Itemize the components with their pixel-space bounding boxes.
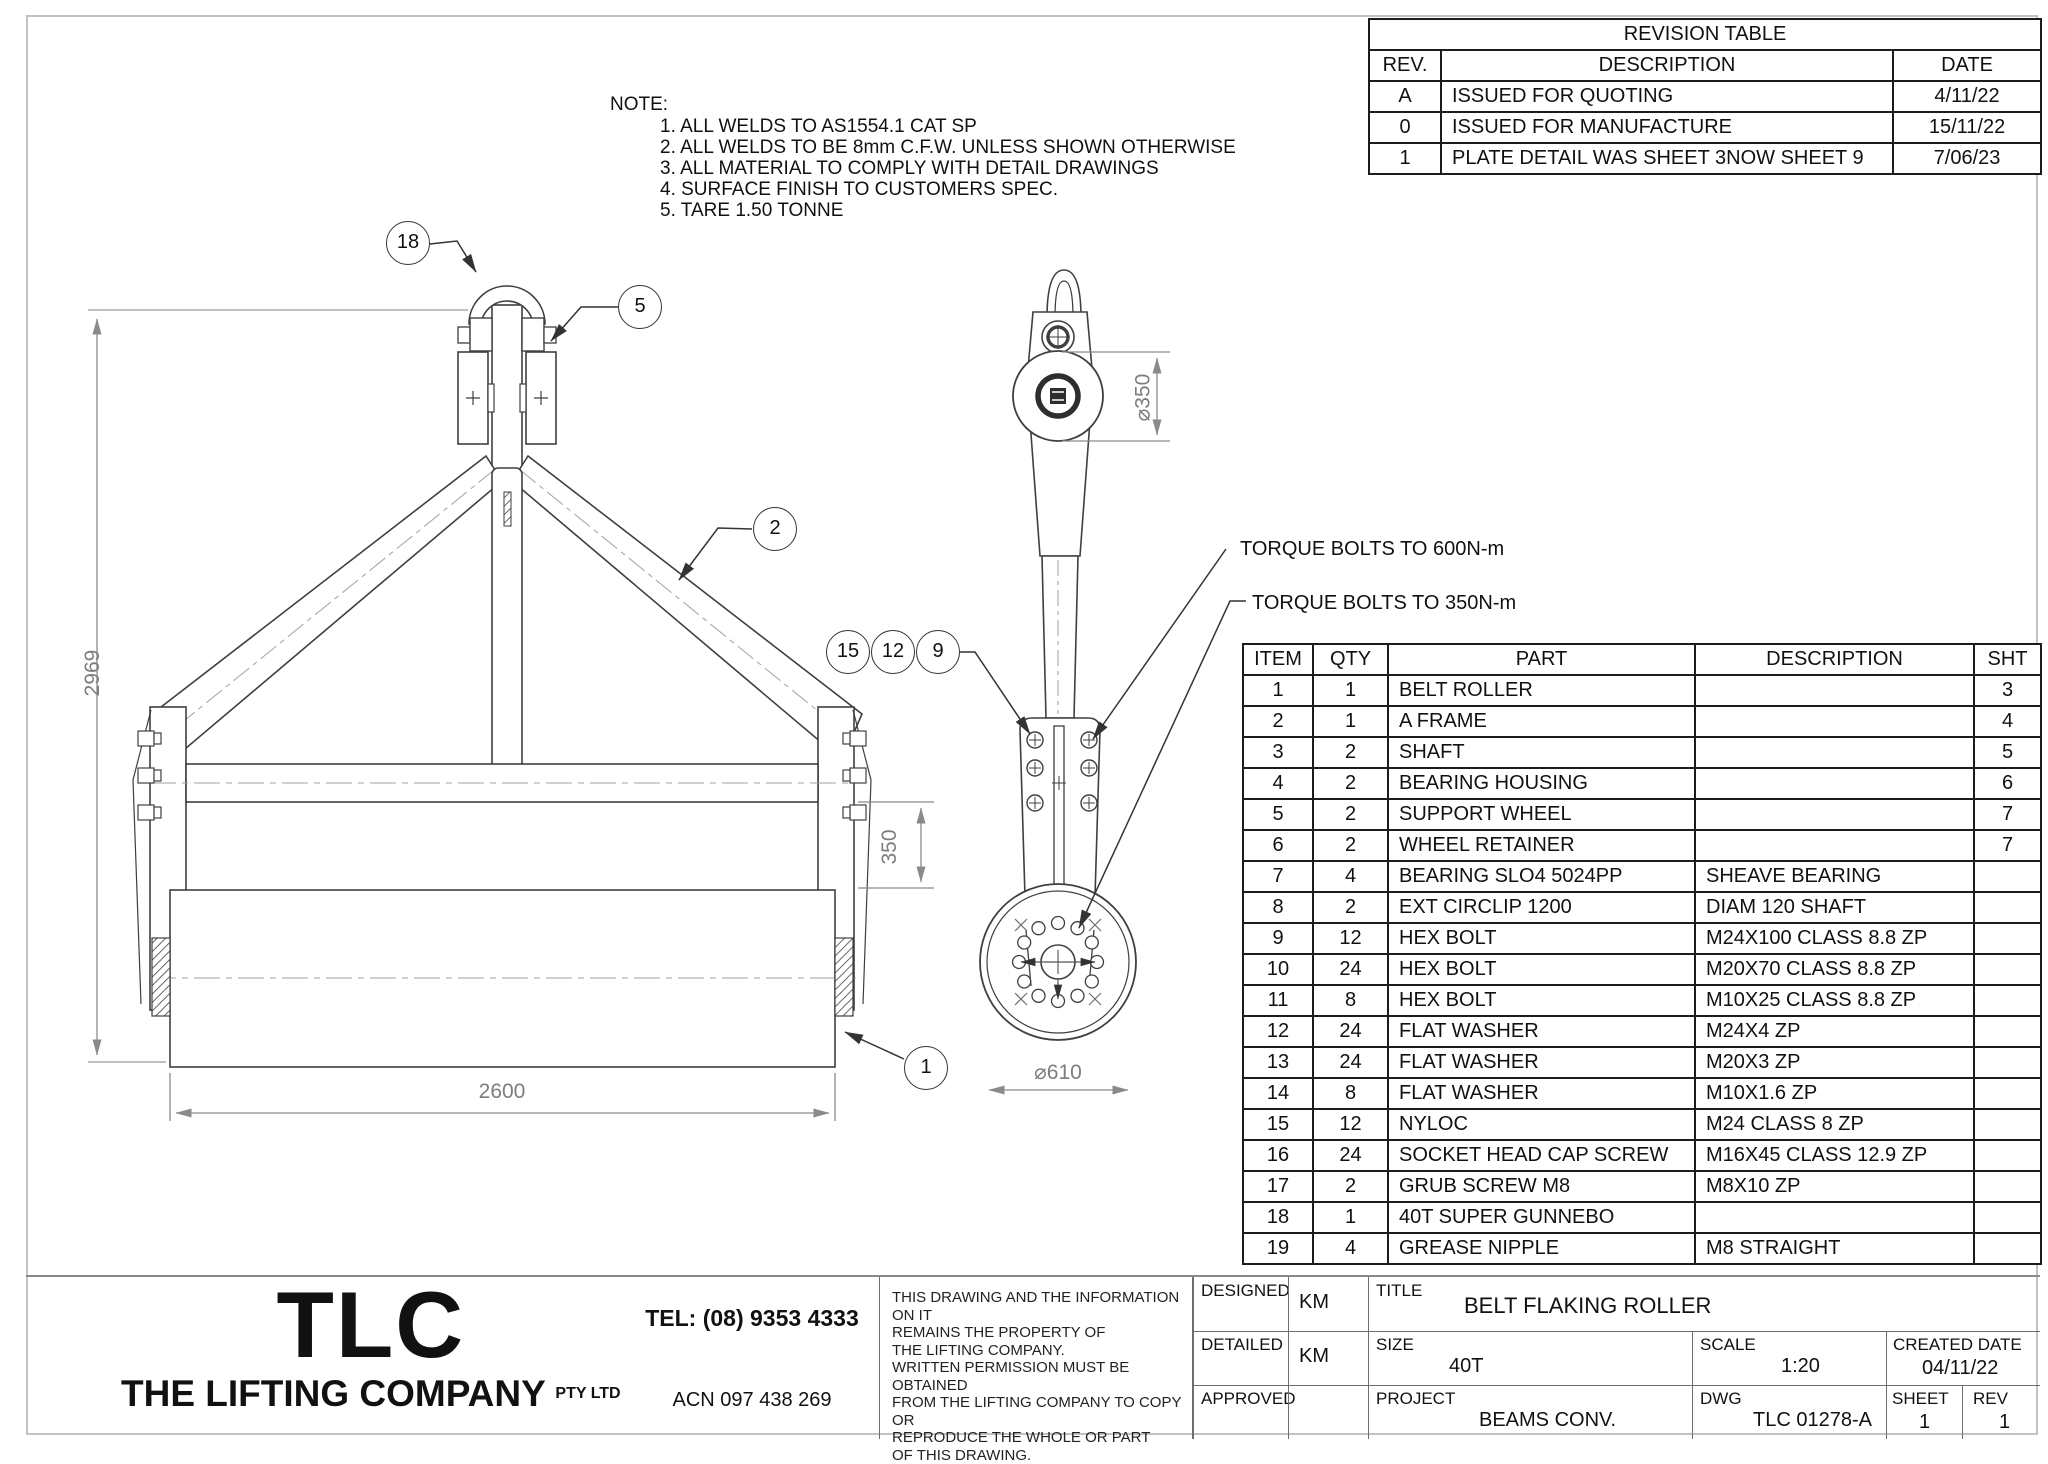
parts-row — [1243, 1016, 2041, 1047]
designed-label: DESIGNED — [1201, 1281, 1290, 1301]
parts-cell: 3 — [1243, 737, 1313, 768]
revision-cell: 0 — [1369, 112, 1441, 143]
parts-cell: 18 — [1243, 1202, 1313, 1233]
parts-row — [1243, 799, 2041, 830]
revision-table-body — [1369, 81, 2041, 174]
parts-cell: M16X45 CLASS 12.9 ZP — [1695, 1140, 1974, 1171]
parts-cell — [1974, 1233, 2041, 1264]
revision-cell: A — [1369, 81, 1441, 112]
sheet-label: SHEET — [1892, 1389, 1949, 1409]
parts-cell: GRUB SCREW M8 — [1388, 1171, 1695, 1202]
parts-row — [1243, 1171, 2041, 1202]
revision-cell: ISSUED FOR MANUFACTURE — [1441, 112, 1893, 143]
parts-row — [1243, 892, 2041, 923]
revision-header-description: DESCRIPTION — [1441, 50, 1893, 81]
revision-table — [1368, 18, 2042, 175]
balloon-shackle: 18 — [386, 221, 430, 265]
balloon-bolt: 9 — [916, 630, 960, 674]
parts-row — [1243, 1202, 2041, 1233]
size-value: 40T — [1449, 1355, 1483, 1378]
project-cell — [1368, 1385, 1692, 1439]
parts-cell: 5 — [1974, 737, 2041, 768]
parts-cell: 17 — [1243, 1171, 1313, 1202]
parts-cell: 7 — [1974, 799, 2041, 830]
dwg-value: TLC 01278-A — [1753, 1409, 1872, 1432]
signoff-value-column — [1288, 1277, 1368, 1439]
torque-350-callout: TORQUE BOLTS TO 350N-m — [1252, 592, 1516, 615]
parts-cell: M10X1.6 ZP — [1695, 1078, 1974, 1109]
parts-cell: 3 — [1974, 675, 2041, 706]
front-view — [88, 286, 871, 1067]
parts-cell: 24 — [1313, 1016, 1388, 1047]
parts-cell: 7 — [1974, 830, 2041, 861]
parts-cell: HEX BOLT — [1388, 985, 1695, 1016]
notes-block — [610, 94, 1236, 221]
parts-cell: BEARING HOUSING — [1388, 768, 1695, 799]
parts-cell: 11 — [1243, 985, 1313, 1016]
parts-cell: 2 — [1243, 706, 1313, 737]
parts-cell: 2 — [1313, 799, 1388, 830]
parts-header-qty: QTY — [1313, 644, 1388, 675]
disclaimer-line: OF THIS DRAWING. — [892, 1447, 1192, 1464]
balloon-belt-roller: 1 — [904, 1046, 948, 1090]
disclaimer-line: FROM THE LIFTING COMPANY TO COPY OR — [892, 1394, 1192, 1429]
parts-cell: GREASE NIPPLE — [1388, 1233, 1695, 1264]
parts-cell — [1974, 892, 2041, 923]
parts-row — [1243, 985, 2041, 1016]
parts-cell: 4 — [1974, 706, 2041, 737]
project-label: PROJECT — [1376, 1389, 1455, 1409]
parts-cell: 24 — [1313, 1047, 1388, 1078]
notes-title: NOTE: — [610, 94, 1236, 115]
parts-cell: 1 — [1313, 675, 1388, 706]
parts-cell: 40T SUPER GUNNEBO — [1388, 1202, 1695, 1233]
parts-cell: 24 — [1313, 954, 1388, 985]
parts-cell — [1695, 675, 1974, 706]
company-suffix: PTY LTD — [555, 1385, 620, 1402]
parts-cell: 8 — [1313, 1078, 1388, 1109]
title-label: TITLE — [1376, 1281, 1422, 1301]
parts-cell: 2 — [1313, 830, 1388, 861]
parts-row — [1243, 1109, 2041, 1140]
phone-number: TEL: (08) 9353 4333 — [622, 1305, 882, 1332]
revision-cell: 15/11/22 — [1893, 112, 2041, 143]
parts-cell: 2 — [1313, 737, 1388, 768]
parts-cell: 12 — [1243, 1016, 1313, 1047]
note-line: 1. ALL WELDS TO AS1554.1 CAT SP — [660, 116, 1236, 137]
revision-table-caption: REVISION TABLE — [1369, 19, 2041, 50]
parts-cell — [1974, 1140, 2041, 1171]
balloon-washer: 12 — [871, 630, 915, 674]
size-cell — [1368, 1331, 1692, 1385]
detailed-label: DETAILED — [1201, 1335, 1283, 1355]
parts-cell: 7 — [1243, 861, 1313, 892]
parts-cell: SHEAVE BEARING — [1695, 861, 1974, 892]
disclaimer-line: WRITTEN PERMISSION MUST BE OBTAINED — [892, 1359, 1192, 1394]
parts-cell: 1 — [1313, 1202, 1388, 1233]
parts-header-description: DESCRIPTION — [1695, 644, 1974, 675]
parts-row — [1243, 737, 2041, 768]
parts-cell: M8X10 ZP — [1695, 1171, 1974, 1202]
balloon-support-wheel: 5 — [618, 285, 662, 329]
notes-list — [610, 116, 1236, 221]
parts-cell: M20X3 ZP — [1695, 1047, 1974, 1078]
rev-cell — [1962, 1385, 2040, 1439]
parts-cell: SHAFT — [1388, 737, 1695, 768]
revision-cell: 1 — [1369, 143, 1441, 174]
parts-cell: HEX BOLT — [1388, 954, 1695, 985]
parts-cell: WHEEL RETAINER — [1388, 830, 1695, 861]
dim-support-wheel-dia: ⌀350 — [1131, 356, 1156, 440]
parts-cell: NYLOC — [1388, 1109, 1695, 1140]
drawing-title: BELT FLAKING ROLLER — [1464, 1293, 1711, 1319]
dwg-cell — [1692, 1385, 1886, 1439]
sheet-cell — [1886, 1385, 1962, 1439]
dim-bottom-wheel-dia: ⌀610 — [978, 1060, 1138, 1085]
parts-cell: FLAT WASHER — [1388, 1047, 1695, 1078]
parts-cell: 2 — [1313, 1171, 1388, 1202]
parts-cell: M20X70 CLASS 8.8 ZP — [1695, 954, 1974, 985]
parts-cell: DIAM 120 SHAFT — [1695, 892, 1974, 923]
rev-value: 1 — [1999, 1411, 2010, 1434]
parts-row — [1243, 1233, 2041, 1264]
approved-label: APPROVED — [1201, 1389, 1295, 1409]
side-view — [980, 270, 1136, 1040]
dwg-label: DWG — [1700, 1389, 1742, 1409]
parts-cell: BELT ROLLER — [1388, 675, 1695, 706]
created-date-value: 04/11/22 — [1922, 1357, 1998, 1380]
parts-cell: M10X25 CLASS 8.8 ZP — [1695, 985, 1974, 1016]
parts-cell: FLAT WASHER — [1388, 1078, 1695, 1109]
parts-cell — [1695, 768, 1974, 799]
parts-cell — [1974, 1109, 2041, 1140]
note-line: 3. ALL MATERIAL TO COMPLY WITH DETAIL DRAWINGS — [660, 158, 1236, 179]
parts-cell: 9 — [1243, 923, 1313, 954]
parts-cell: 2 — [1313, 768, 1388, 799]
parts-cell — [1974, 985, 2041, 1016]
parts-header-part: PART — [1388, 644, 1695, 675]
parts-cell — [1695, 737, 1974, 768]
scale-label: SCALE — [1700, 1335, 1756, 1355]
scale-value: 1:20 — [1781, 1355, 1820, 1378]
parts-cell — [1974, 954, 2041, 985]
parts-cell: 16 — [1243, 1140, 1313, 1171]
parts-row — [1243, 768, 2041, 799]
revision-row — [1369, 81, 2041, 112]
parts-cell: 4 — [1313, 861, 1388, 892]
parts-cell: BEARING SLO4 5024PP — [1388, 861, 1695, 892]
parts-cell — [1974, 1078, 2041, 1109]
revision-cell: 4/11/22 — [1893, 81, 2041, 112]
parts-cell — [1974, 1016, 2041, 1047]
company-name-text: THE LIFTING COMPANY — [121, 1373, 545, 1414]
parts-table-body — [1243, 675, 2041, 1264]
size-label: SIZE — [1376, 1335, 1414, 1355]
dim-roller-offset: 350 — [878, 807, 902, 887]
parts-cell: 8 — [1243, 892, 1313, 923]
parts-row — [1243, 675, 2041, 706]
torque-600-callout: TORQUE BOLTS TO 600N-m — [1240, 538, 1504, 561]
revision-header-date: DATE — [1893, 50, 2041, 81]
parts-cell — [1695, 830, 1974, 861]
parts-cell: 12 — [1313, 1109, 1388, 1140]
disclaimer-line: REPRODUCE THE WHOLE OR PART — [892, 1429, 1192, 1447]
created-date-label: CREATED DATE — [1893, 1335, 2022, 1355]
parts-row — [1243, 923, 2041, 954]
parts-row — [1243, 706, 2041, 737]
company-name — [121, 1373, 621, 1415]
title-cell — [1368, 1277, 2040, 1331]
parts-cell: FLAT WASHER — [1388, 1016, 1695, 1047]
parts-cell: 15 — [1243, 1109, 1313, 1140]
revision-header-rev: REV. — [1369, 50, 1441, 81]
sheet-value: 1 — [1919, 1411, 1930, 1434]
parts-cell: HEX BOLT — [1388, 923, 1695, 954]
parts-cell — [1974, 923, 2041, 954]
balloon-nyloc: 15 — [826, 630, 870, 674]
disclaimer-line: THE LIFTING COMPANY. — [892, 1342, 1192, 1360]
parts-cell: 10 — [1243, 954, 1313, 985]
parts-header-item: ITEM — [1243, 644, 1313, 675]
acn-number: ACN 097 438 269 — [622, 1389, 882, 1412]
rev-label: REV — [1973, 1389, 2008, 1409]
parts-cell — [1695, 799, 1974, 830]
parts-cell: M24X4 ZP — [1695, 1016, 1974, 1047]
parts-row — [1243, 1047, 2041, 1078]
project-value: BEAMS CONV. — [1479, 1409, 1616, 1432]
parts-cell: 19 — [1243, 1233, 1313, 1264]
logo-text: TLC — [121, 1279, 621, 1371]
parts-cell — [1695, 1202, 1974, 1233]
revision-cell: PLATE DETAIL WAS SHEET 3NOW SHEET 9 — [1441, 143, 1893, 174]
parts-cell — [1974, 1047, 2041, 1078]
parts-cell: 8 — [1313, 985, 1388, 1016]
disclaimer — [879, 1277, 1193, 1439]
dim-overall-height: 2969 — [81, 633, 105, 713]
parts-row — [1243, 1078, 2041, 1109]
created-date-cell — [1886, 1331, 2040, 1385]
parts-cell — [1695, 706, 1974, 737]
note-line: 5. TARE 1.50 TONNE — [660, 200, 1236, 221]
parts-cell: A FRAME — [1388, 706, 1695, 737]
parts-cell: 2 — [1313, 892, 1388, 923]
parts-row — [1243, 954, 2041, 985]
company-logo — [121, 1279, 621, 1415]
parts-cell: 5 — [1243, 799, 1313, 830]
detailed-value: KM — [1299, 1345, 1329, 1368]
parts-cell: 6 — [1243, 830, 1313, 861]
parts-cell — [1974, 861, 2041, 892]
signoff-label-column — [1193, 1277, 1288, 1439]
parts-row — [1243, 861, 2041, 892]
dim-roller-length: 2600 — [402, 1080, 602, 1104]
parts-cell — [1974, 1202, 2041, 1233]
parts-cell: 13 — [1243, 1047, 1313, 1078]
parts-cell: 24 — [1313, 1140, 1388, 1171]
note-line: 2. ALL WELDS TO BE 8mm C.F.W. UNLESS SHOWN OTHERWISE — [660, 137, 1236, 158]
disclaimer-line: THIS DRAWING AND THE INFORMATION ON IT — [892, 1289, 1192, 1324]
balloon-a-frame: 2 — [753, 507, 797, 551]
revision-cell: 7/06/23 — [1893, 143, 2041, 174]
parts-cell: M24 CLASS 8 ZP — [1695, 1109, 1974, 1140]
revision-row — [1369, 112, 2041, 143]
revision-row — [1369, 143, 2041, 174]
parts-cell: EXT CIRCLIP 1200 — [1388, 892, 1695, 923]
revision-cell: ISSUED FOR QUOTING — [1441, 81, 1893, 112]
note-line: 4. SURFACE FINISH TO CUSTOMERS SPEC. — [660, 179, 1236, 200]
parts-row — [1243, 830, 2041, 861]
parts-cell: 4 — [1313, 1233, 1388, 1264]
parts-cell: SOCKET HEAD CAP SCREW — [1388, 1140, 1695, 1171]
designed-value: KM — [1299, 1291, 1329, 1314]
parts-cell: M8 STRAIGHT — [1695, 1233, 1974, 1264]
title-block — [26, 1275, 2040, 1437]
parts-table — [1242, 643, 2042, 1265]
parts-cell — [1974, 1171, 2041, 1202]
parts-cell: 14 — [1243, 1078, 1313, 1109]
parts-header-sht: SHT — [1974, 644, 2041, 675]
parts-cell: 6 — [1974, 768, 2041, 799]
parts-cell: SUPPORT WHEEL — [1388, 799, 1695, 830]
parts-cell: 4 — [1243, 768, 1313, 799]
parts-row — [1243, 1140, 2041, 1171]
parts-cell: 1 — [1243, 675, 1313, 706]
parts-cell: 12 — [1313, 923, 1388, 954]
parts-cell: M24X100 CLASS 8.8 ZP — [1695, 923, 1974, 954]
scale-cell — [1692, 1331, 1886, 1385]
parts-cell: 1 — [1313, 706, 1388, 737]
disclaimer-line: REMAINS THE PROPERTY OF — [892, 1324, 1192, 1342]
